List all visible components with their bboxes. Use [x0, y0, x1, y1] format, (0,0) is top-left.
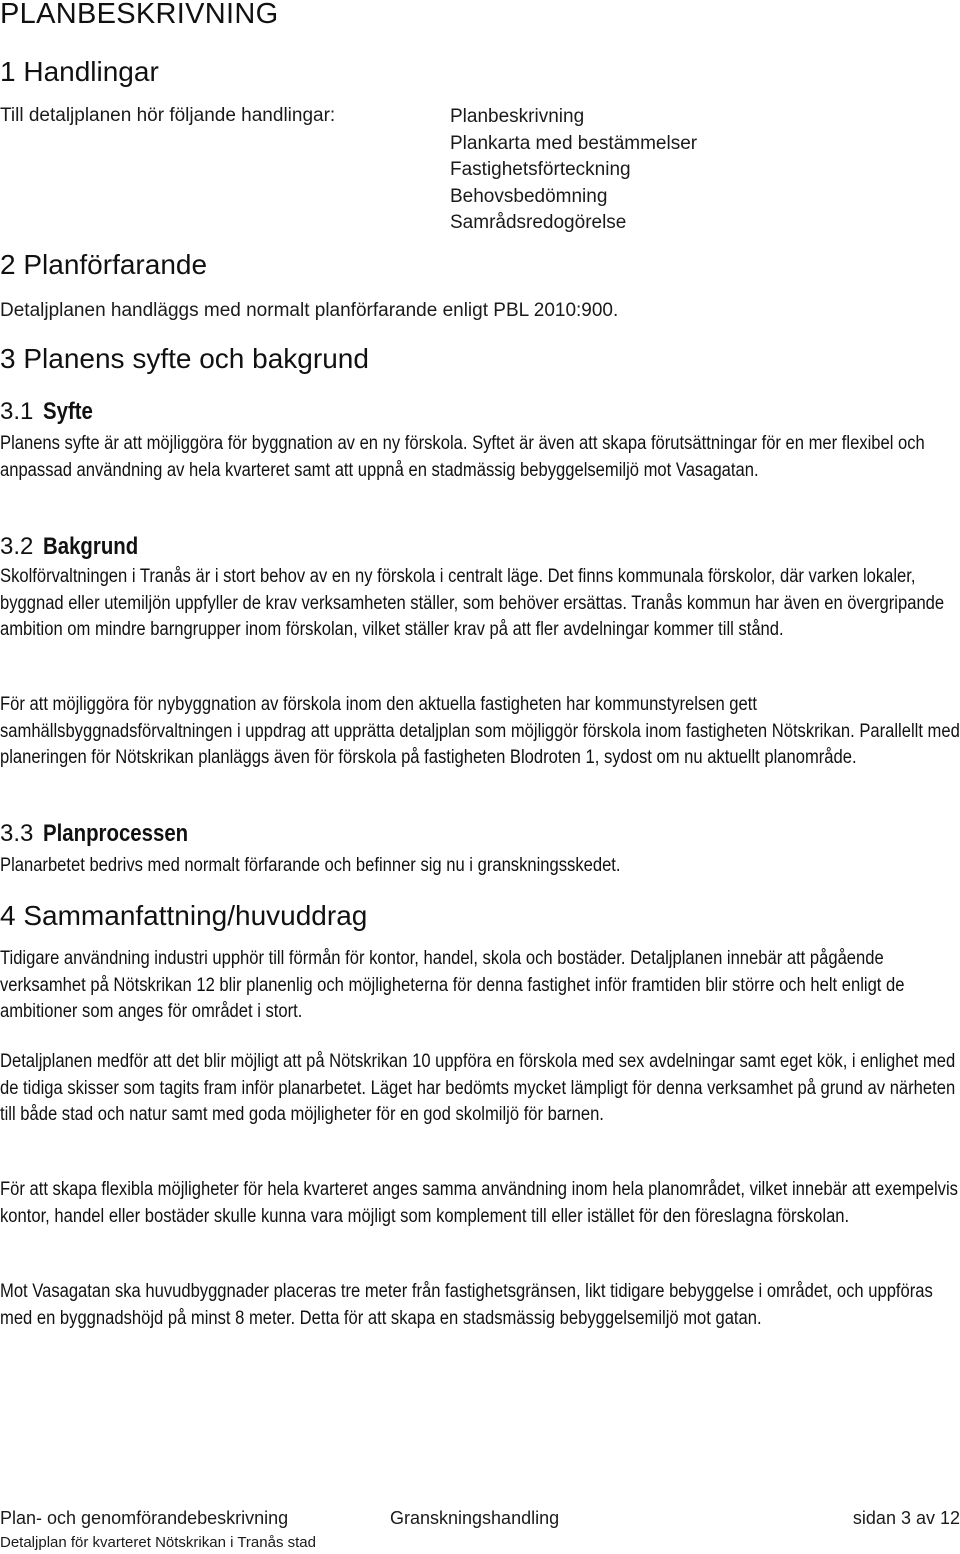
footer-center: Granskningshandling	[390, 1508, 560, 1528]
section-4-paragraph-4: Mot Vasagatan ska huvudbyggnader placeras tre meter från fastighetsgränsen, likt tidigare bebyggelse i området, och uppföras med en byggnadshöjd på minst 8 meter. Detta för att skapa en stadsmässig bebyggelsemiljö mot gatan.	[0, 1281, 933, 1329]
sentence: Syftet är även att skapa förutsättningar för en mer flexibel och anpassad användning av hela kvarteret samt att uppnå en stadmässig bebyggelsemiljö mot Vasagatan.	[0, 433, 925, 481]
subsection-3-1-paragraph	[0, 431, 960, 484]
subsection-number: 3.1	[0, 398, 34, 425]
footer-left: Plan- och genomförandebeskrivning	[0, 1508, 289, 1528]
documents-list-item: Plankarta med bestämmelser	[450, 132, 698, 154]
section-2-heading: 2 Planförfarande	[0, 249, 208, 280]
section-3-heading: 3 Planens syfte och bakgrund	[0, 343, 369, 374]
sentence: Planens syfte är att möjliggöra för byggnation av en ny förskola.	[0, 433, 468, 454]
subsection-3-3-heading	[0, 820, 214, 848]
subsection-number: 3.2	[0, 533, 34, 560]
section-4-heading: 4 Sammanfattning/huvuddrag	[0, 900, 368, 931]
documents-list-item: Behovsbedömning	[450, 185, 608, 207]
subsection-3-1-heading	[0, 398, 102, 426]
section-4-paragraph-2: Detaljplanen medför att det blir möjligt att på Nötskrikan 10 uppföra en förskola med sex avdelningar samt eget kök, i enlighet med de tidiga skisser som tagits fram inför planarbetet. Läget har bedömts mycket lämpligt för denna verksamhet på grund av närheten till både stad och natur samt med goda möjligheter för en god skolmiljö för barnen.	[0, 1051, 956, 1126]
documents-list-item: Samrådsredogörelse	[450, 212, 627, 234]
sentence: Det finns kommunala förskolor, där varken lokaler, byggnad eller utemiljön uppfyller de krav verksamheten ställer, som behöver ersättas. Tranås kommun har även en övergripande ambition om mindre barngrupper inom förskolan, vilket ställer krav på att fler avdelningar kommer till stånd.	[0, 566, 945, 641]
documents-list	[450, 104, 697, 237]
subsection-3-3-paragraph: Planarbetet bedrivs med normalt förfarande och befinner sig nu i granskningsskedet.	[0, 855, 621, 876]
footer-page-number: sidan 3 av 12	[852, 1508, 960, 1528]
sentence: Skolförvaltningen i Tranås är i stort behov av en ny förskola i centralt läge.	[0, 566, 544, 587]
subsection-3-2-heading	[0, 533, 155, 561]
section-2-text: Detaljplanen handläggs med normalt planförfarande enligt PBL 2010:900.	[0, 300, 619, 321]
document-title: PLANBESKRIVNING	[0, 0, 279, 30]
section-4-paragraph-1: Tidigare användning industri upphör till förmån för kontor, handel, skola och bostäder. Detaljplanen innebär att pågående verksamhet på Nötskrikan 12 blir planenlig och möjligheterna för denna fastighet inför framtiden blir större och helt enligt de ambitioner som anges för området i stort.	[0, 948, 905, 1023]
footer-subtitle: Detaljplan för kvarteret Nötskrikan i Tranås stad	[0, 1534, 316, 1551]
section-1-intro: Till detaljplanen hör följande handlingar:	[0, 105, 336, 126]
documents-list-item: Fastighetsförteckning	[450, 159, 631, 181]
section-1-heading: 1 Handlingar	[0, 56, 159, 87]
subsection-title: Bakgrund	[43, 533, 139, 560]
subsection-3-2-paragraph-2: För att möjliggöra för nybyggnation av förskola inom den aktuella fastigheten har kommunstyrelsen gett samhällsbyggnadsförvaltningen i uppdrag att upprätta detaljplan som möjliggör förskola inom fastigheten Nötskrikan. Parallellt med planeringen för Nötskrikan planläggs även för förskola på fastigheten Blodroten 1, sydost om nu aktuellt planområde.	[0, 694, 960, 769]
subsection-number: 3.3	[0, 820, 34, 847]
documents-list-item: Planbeskrivning	[450, 106, 585, 127]
section-4-paragraph-3: För att skapa flexibla möjligheter för hela kvarteret anges samma användning inom hela planområdet, vilket innebär att exempelvis kontor, handel eller bostäder skulle kunna vara möjligt som komplement till eller istället för den föreslagna förskolan.	[0, 1179, 958, 1227]
subsection-3-2-paragraph-1	[0, 564, 960, 644]
subsection-title: Planprocessen	[43, 820, 189, 847]
subsection-title: Syfte	[43, 398, 94, 425]
